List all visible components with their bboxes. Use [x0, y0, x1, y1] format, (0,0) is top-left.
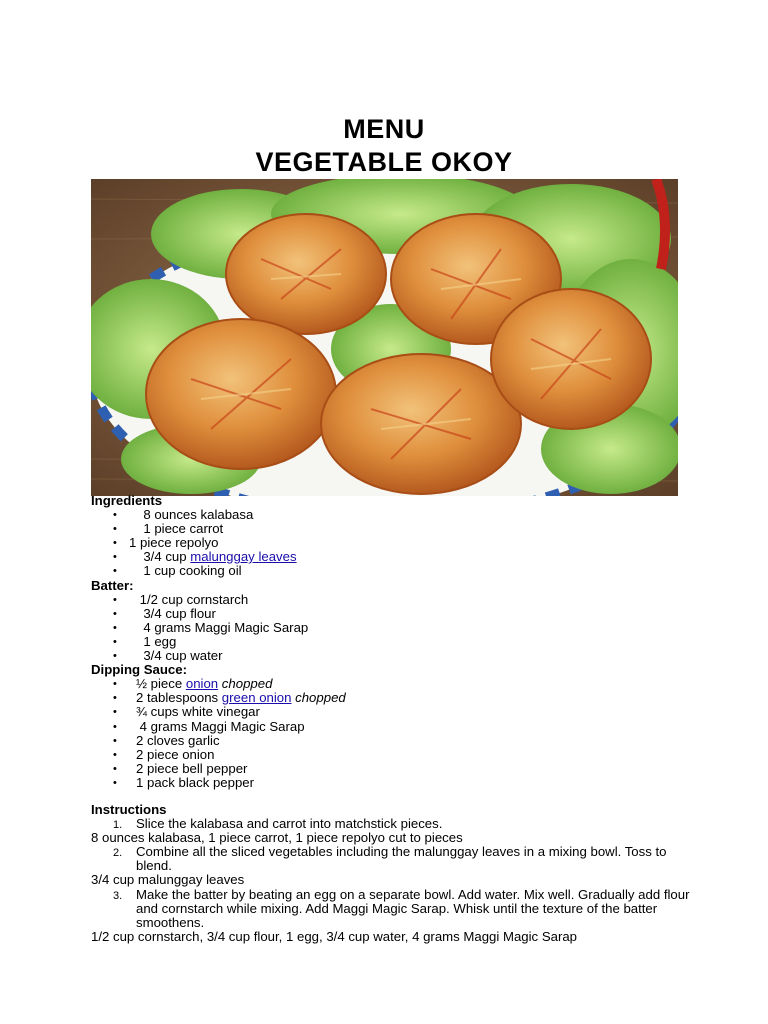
ingredients-heading: Ingredients	[91, 493, 163, 508]
batter-list	[91, 593, 691, 663]
instructions-list-2	[91, 845, 691, 873]
bullet-icon: •	[113, 593, 117, 606]
list-item: • 1 pack black pepper	[113, 774, 255, 790]
ingredients-list	[91, 508, 691, 578]
step-number: 2.	[113, 847, 123, 860]
list-item: • 2 cloves garlic	[113, 732, 220, 748]
recipe-content	[91, 494, 691, 944]
list-item: • 2 piece onion	[113, 746, 215, 762]
instruction-note: 3/4 cup malunggay leaves	[91, 872, 245, 888]
list-item: • 8 ounces kalabasa	[113, 507, 254, 523]
bullet-icon: •	[113, 678, 117, 691]
instruction-step: 1. Slice the kalabasa and carrot into matchstick pieces.	[113, 816, 443, 832]
dipping-sauce-list	[91, 677, 691, 790]
step-number: 1.	[113, 819, 123, 832]
dish-title: VEGETABLE OKOY	[255, 147, 513, 177]
list-item: • 4 grams Maggi Magic Sarap	[113, 619, 309, 635]
instruction-note: 1/2 cup cornstarch, 3/4 cup flour, 1 egg, 3/4 cup water, 4 grams Maggi Magic Sarap	[91, 928, 578, 944]
bullet-icon: •	[113, 762, 117, 775]
bullet-icon: •	[113, 551, 117, 564]
bullet-icon: •	[113, 650, 117, 663]
bullet-icon: •	[113, 692, 117, 705]
list-item: • 4 grams Maggi Magic Sarap	[113, 718, 305, 734]
list-item: • 1 cup cooking oil	[113, 563, 242, 579]
list-item: • 3/4 cup flour	[113, 605, 216, 621]
bullet-icon: •	[113, 635, 117, 648]
bullet-icon: •	[113, 776, 117, 789]
list-item: • 2 piece bell pepper	[113, 760, 248, 776]
bullet-icon: •	[113, 734, 117, 747]
list-item: • 1 egg	[113, 633, 177, 649]
list-item: • 1/2 cup cornstarch	[113, 591, 249, 607]
bullet-icon: •	[113, 621, 117, 634]
okoy-photo	[91, 179, 678, 496]
instructions-list-1	[91, 817, 691, 831]
instruction-step: 3. Make the batter by beating an egg on a separate bowl. Add water. Mix well. Gradually add flour and cornstarch while mixing. Add Maggi Magic Sarap. Whisk until the texture of the batter smoothens.	[113, 886, 690, 930]
list-item: • 3/4 cup water	[113, 648, 223, 664]
bullet-icon: •	[113, 565, 117, 578]
instructions-heading: Instructions	[91, 801, 167, 817]
menu-title: MENU	[343, 114, 425, 144]
onion-link[interactable]: onion	[185, 676, 219, 692]
bullet-icon: •	[113, 523, 117, 536]
green-onion-link[interactable]: green onion	[221, 690, 292, 706]
bullet-icon: •	[113, 748, 117, 761]
bullet-icon: •	[113, 537, 117, 550]
list-item: • 2 tablespoons green onion chopped	[113, 690, 346, 706]
list-item: • 3/4 cup malunggay leaves	[113, 549, 297, 565]
list-item: • ¾ cups white vinegar	[113, 704, 260, 720]
dipping-sauce-heading: Dipping Sauce:	[91, 662, 187, 678]
instruction-note: 8 ounces kalabasa, 1 piece carrot, 1 piece repolyo cut to pieces	[91, 830, 463, 846]
bullet-icon: •	[113, 607, 117, 620]
bullet-icon: •	[113, 720, 117, 733]
instructions-list-3	[91, 888, 691, 930]
bullet-icon: •	[113, 509, 117, 522]
instruction-step: 2. Combine all the sliced vegetables including the malunggay leaves in a mixing bowl. Toss to blend.	[113, 844, 667, 874]
list-item: • ½ piece onion chopped	[113, 676, 273, 692]
step-number: 3.	[113, 889, 123, 902]
list-item: • 1 piece repolyo	[113, 535, 219, 551]
batter-heading: Batter:	[91, 577, 134, 593]
list-item: • 1 piece carrot	[113, 521, 224, 537]
malunggay-leaves-link[interactable]: malunggay leaves	[190, 549, 297, 565]
bullet-icon: •	[113, 706, 117, 719]
